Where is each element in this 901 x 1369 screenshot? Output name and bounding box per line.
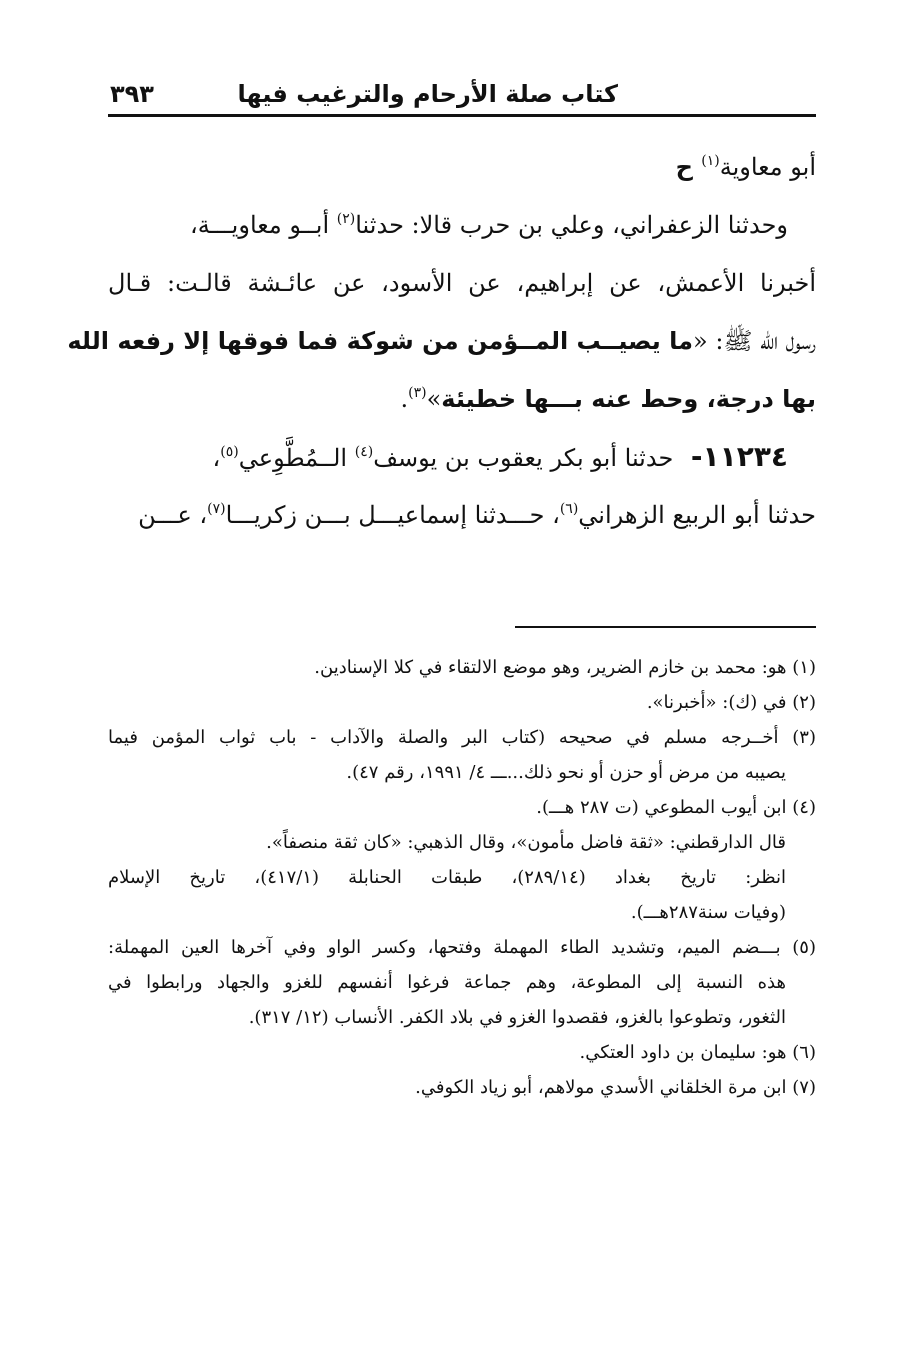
text-span: . bbox=[400, 385, 409, 413]
footnote-4-cont: قال الدارقطني: «ثقة فاضل مأمون»، وقال الذهبي: «كان ثقة منصفاً». bbox=[266, 832, 786, 853]
chapter-title: كتاب صلة الأرحام والترغيب فيها bbox=[237, 80, 618, 108]
text-span: الــمُطَّوِعي bbox=[238, 444, 355, 472]
footnotes bbox=[108, 650, 816, 1105]
text-line-5 bbox=[108, 370, 816, 428]
text-span: ، عـــن bbox=[138, 501, 208, 529]
footnote-6: (٦) هو: سليمان بن داود العتكي. bbox=[579, 1042, 816, 1063]
text-line-6 bbox=[108, 428, 816, 486]
footnote-3: (٣) أخــرجه مسلم في صحيحه (كتاب البر والصلة والآداب - باب ثواب المؤمن فيما bbox=[108, 727, 816, 748]
footnote-ref: (٦) bbox=[559, 501, 579, 517]
text-span: ، حـــدثنا إسماعيـــل بـــن زكريـــا bbox=[225, 501, 560, 529]
footnote-3-cont: يصيبه من مرض أو حزن أو نحو ذلك...ـــ ٤/ ١٩٩١، رقم ٤٧). bbox=[346, 762, 786, 783]
text-span: أبو معاوية bbox=[719, 153, 816, 181]
text-line-2 bbox=[108, 196, 816, 254]
footnote-separator bbox=[515, 626, 816, 628]
footnote-5-cont: هذه النسبة إلى المطوعة، وهم جماعة فرغوا أنفسهم للغزو والجهاد ورابطوا في bbox=[108, 972, 786, 993]
text-span: » bbox=[426, 385, 442, 413]
footnote-1: (١) هو: محمد بن خازم الضرير، وهو موضع الالتقاء في كلا الإسنادين. bbox=[314, 657, 816, 678]
text-span: رسول الله ﷺ: « bbox=[693, 327, 816, 355]
text-span: حدثنا أبو الربيع الزهراني bbox=[578, 501, 816, 529]
footnote-ref: (٧) bbox=[207, 501, 226, 517]
footnote-ref: (١) bbox=[701, 153, 720, 169]
footnote-ref: (٤) bbox=[354, 444, 374, 460]
footnote-4-cont: انظر: تاريخ بغداد (٢٨٩/١٤)، طبقات الحنابلة (٤١٧/١)، تاريخ الإسلام bbox=[108, 867, 786, 888]
hadith-number: ١١٢٣٤- bbox=[690, 440, 788, 473]
footnote-2: (٢) في (ك): «أخبرنا». bbox=[646, 692, 816, 713]
text-line-1 bbox=[108, 138, 816, 196]
text-line-7 bbox=[108, 486, 816, 544]
text-span: أبــو معاويـــة، bbox=[189, 211, 337, 239]
footnote-ref: (٥) bbox=[220, 444, 239, 460]
footnote-4: (٤) ابن أيوب المطوعي (ت ٢٨٧ هـــ). bbox=[536, 797, 816, 818]
main-text bbox=[67, 138, 816, 544]
footnote-5-cont: الثغور، وتطوعوا بالغزو، فقصدوا الغزو في بلاد الكفر. الأنساب (١٢/ ٣١٧). bbox=[248, 1007, 786, 1028]
text-span: ح bbox=[675, 153, 702, 181]
text-line-4 bbox=[67, 312, 816, 370]
hadith-text: بها درجة، وحط عنه بـــها خطيئة bbox=[441, 385, 816, 413]
hadith-text: ما يصيــب المــؤمن من شوكة فما فوقها إلا رفعه الله bbox=[67, 327, 694, 355]
footnote-ref: (٣) bbox=[408, 385, 427, 401]
footnote-5: (٥) بـــضم الميم، وتشديد الطاء المهملة وفتحها، وكسر الواو وفي آخرها العين المهملة: bbox=[108, 937, 816, 958]
footnote-7: (٧) ابن مرة الخلقاني الأسدي مولاهم، أبو زياد الكوفي. bbox=[415, 1077, 816, 1098]
running-header bbox=[108, 80, 816, 117]
text-line-3: أخبرنا الأعمش، عن إبراهيم، عن الأسود، عن عائـشة قالـت: قـال bbox=[108, 269, 816, 297]
page-number: ٣٩٣ bbox=[110, 80, 154, 108]
footnote-4-cont: (وفيات سنة٢٨٧هـــ). bbox=[630, 902, 786, 923]
text-span: حدثنا أبو بكر يعقوب بن يوسف bbox=[373, 444, 681, 472]
text-span: ، bbox=[212, 444, 221, 472]
text-span: وحدثنا الزعفراني، وعلي بن حرب قالا: حدثنا bbox=[355, 211, 788, 239]
footnote-ref: (٢) bbox=[336, 211, 356, 227]
